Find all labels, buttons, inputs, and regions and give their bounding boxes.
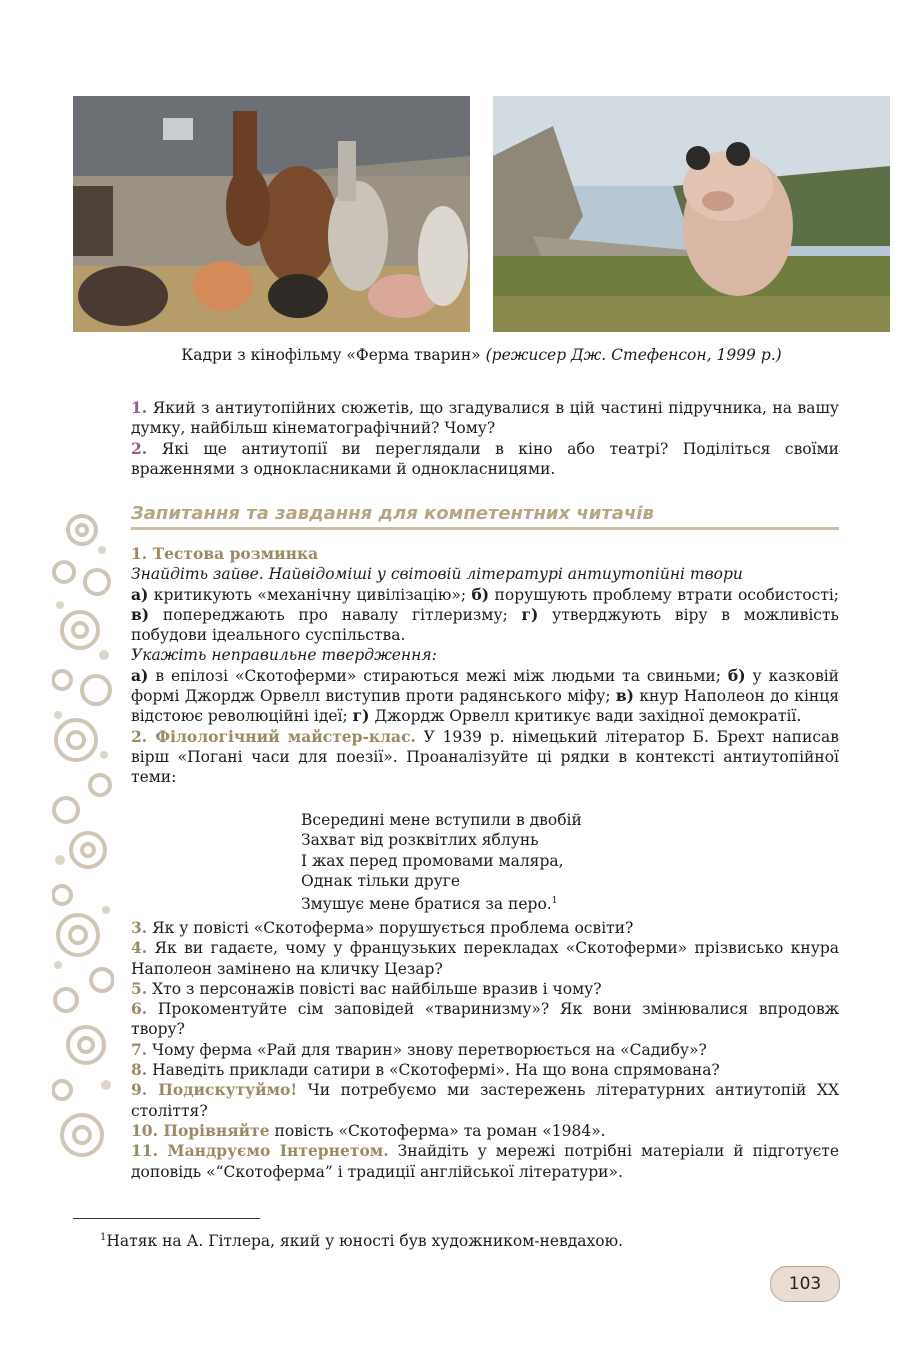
footnote-mark: 1 — [551, 896, 558, 907]
task-1-options-1: а) критикують «механічну цивілізацію»; б) порушують проблему втрати особистості; в) попереджають про навалу гітлеризму; г) утверджують віру в можливість побудови ідеального суспільства. — [131, 584, 840, 645]
footnote: $^1$Натяк на А. Гітлера, який у юності був художником-невдахою. — [100, 1232, 624, 1251]
task-item: 4. Як ви гадаєте, чому у французьких перекладах «Скотоферми» прізвисько кнура Наполеон замінено на кличку Цезар? — [131, 938, 839, 978]
page-number: 103 — [770, 1266, 840, 1302]
intro-question: 1. Який з антиутопійних сюжетів, що згадувалися в цій частині підручника, на вашу думку, найбільш кінематографічний? Чому? — [131, 398, 839, 438]
task-item: 11. Мандруємо Інтернетом. Знайдіть у мережі потрібні матеріали й підготуєте доповідь «“Скотоферма” і традиції англійської літератури». — [131, 1141, 839, 1181]
film-still-pig-binoculars — [493, 96, 890, 332]
task-2: 2. Філологічний майстер-клас. У 1939 р. німецький літератор Б. Брехт написав вірш «Погані часи для поезії». Проаналізуйте ці рядки в контексті антиутопійної теми: — [131, 726, 839, 787]
poem — [301, 810, 582, 915]
poem-line: Змушує мене братися за перо.$^1$ — [301, 895, 558, 914]
task-1: 1. Тестова розминка Знайдіть зайве. Найвідоміші у світовій літературі антиутопійні твори а) критикують «механічну цивілізацію»; б) порушують проблему втрати особистості; в) попереджають про навалу гітлеризму; г) утверджують віру в можливість побудови ідеального суспільства. Укажіть неправильне твердження: а) в епілозі «Скотоферми» стираються межі між людьми та свиньми; б) у казковій формі Джордж Орвелл виступив проти радянського міфу; в) кнур Наполеон до кінця відстоює революційні ідеї; г) Джордж Орвелл критикує вади західної демократії. 2. Філологічний майстер-клас. У 1939 р. німецький літератор Б. Брехт написав вірш «Погані часи для поезії». Проаналізуйте ці рядки в контексті антиутопійної теми: — [131, 544, 840, 787]
footnote-number: 1 — [100, 1232, 107, 1243]
poem-line: Всередині мене вступили в двобій — [301, 811, 582, 829]
task-1-prompt-2: Укажіть неправильне твердження: — [131, 646, 437, 665]
photo-caption — [73, 346, 890, 364]
caption-credit: (режисер Дж. Стефенсон, 1999 р.) — [485, 346, 782, 364]
intro-question: 2. Які ще антиутопії ви переглядали в кіно або театрі? Поділіться своїми враженнями з однокласниками й однокласницями. — [131, 438, 839, 478]
task-item: 5. Хто з персонажів повісті вас найбільше вразив і чому? — [131, 978, 602, 998]
intro-questions — [131, 398, 839, 479]
poem-line: Захват від розквітлих яблунь — [301, 831, 539, 850]
task-item: 3. Як у повісті «Скотоферма» порушується проблема освіти? — [131, 918, 634, 937]
task-1-prompt-1: Знайдіть зайве. Найвідоміші у світовій літературі антиутопійні твори — [131, 565, 743, 584]
caption-main: Кадри з кінофільму «Ферма тварин» — [181, 346, 486, 364]
poem-line: Однак тільки друге — [301, 871, 461, 890]
footnote-divider — [73, 1218, 260, 1219]
task-item: 9. Подискутуймо! Чи потребуємо ми застережень літературних антиутопій XX століття? — [131, 1080, 839, 1120]
task-item: 8. Наведіть приклади сатири в «Скотофермі». На що вона спрямована? — [131, 1060, 720, 1080]
task-item: 7. Чому ферма «Рай для тварин» знову перетворюється на «Садибу»? — [131, 1039, 707, 1059]
gear-ornament-icon — [52, 510, 114, 1180]
tasks-list — [131, 918, 839, 1182]
task-1-options-2: а) в епілозі «Скотоферми» стираються межі між людьми та свиньми; б) у казковій формі Джордж Орвелл виступив проти радянського міфу; в) кнур Наполеон до кінця відстоює революційні ідеї; г) Джордж Орвелл критикує вади західної демократії. — [131, 665, 840, 726]
section-title: Запитання та завдання для компетентних читачів — [131, 503, 839, 530]
poem-line: І жах перед промовами маляра, — [301, 851, 564, 870]
task-item: 6. Прокоментуйте сім заповідей «тваринизму»? Як вони змінювалися впродовж твору? — [131, 999, 839, 1039]
film-still-farmyard — [73, 96, 470, 332]
task-item: 10. Порівняйте повість «Скотоферма» та роман «1984». — [131, 1120, 606, 1140]
